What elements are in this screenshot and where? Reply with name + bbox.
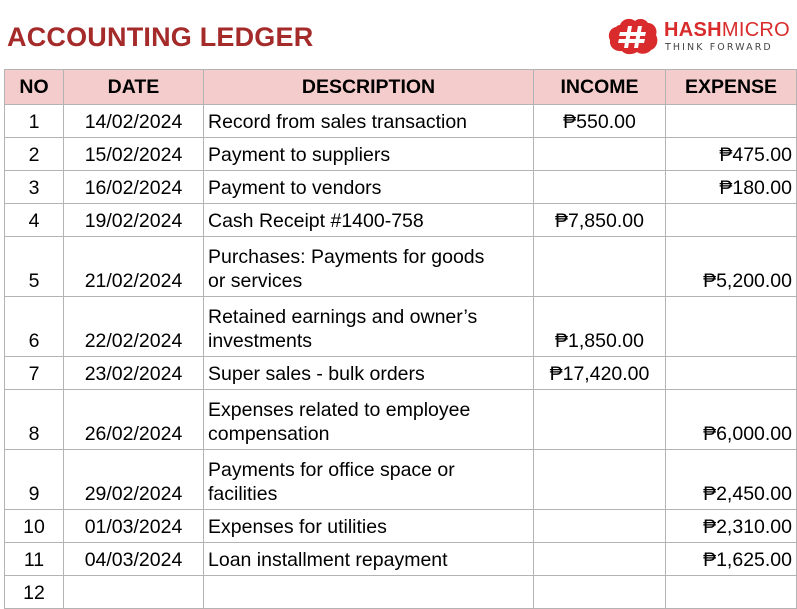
cell-income[interactable]: ₱17,420.00 bbox=[534, 357, 666, 390]
cell-date[interactable]: 15/02/2024 bbox=[64, 138, 204, 171]
logo-name bbox=[664, 19, 790, 42]
table-row bbox=[5, 543, 797, 576]
ledger-table bbox=[4, 69, 797, 609]
cell-no[interactable]: 8 bbox=[5, 390, 64, 450]
cell-date[interactable]: 23/02/2024 bbox=[64, 357, 204, 390]
cell-date[interactable] bbox=[64, 576, 204, 609]
cell-income[interactable]: ₱550.00 bbox=[534, 105, 666, 138]
cell-description[interactable] bbox=[204, 297, 534, 357]
cell-description[interactable] bbox=[204, 237, 534, 297]
description-line: Expenses for utilities bbox=[208, 516, 387, 538]
cell-expense[interactable] bbox=[666, 357, 797, 390]
cell-income[interactable]: ₱7,850.00 bbox=[534, 204, 666, 237]
cell-income[interactable] bbox=[534, 171, 666, 204]
header bbox=[0, 0, 797, 69]
cell-expense[interactable] bbox=[666, 297, 797, 357]
cell-description[interactable] bbox=[204, 450, 534, 510]
cell-description[interactable] bbox=[204, 204, 534, 237]
description-line: compensation bbox=[208, 423, 330, 445]
description-line: investments bbox=[208, 330, 313, 352]
description-line: Cash Receipt #1400-758 bbox=[208, 210, 424, 232]
cell-income[interactable]: ₱1,850.00 bbox=[534, 297, 666, 357]
cell-expense[interactable]: ₱6,000.00 bbox=[666, 390, 797, 450]
table-row bbox=[5, 357, 797, 390]
cell-description[interactable] bbox=[204, 357, 534, 390]
cell-no[interactable]: 6 bbox=[5, 297, 64, 357]
cell-expense[interactable]: ₱180.00 bbox=[666, 171, 797, 204]
cell-no[interactable]: 12 bbox=[5, 576, 64, 609]
hashmicro-logo bbox=[608, 17, 793, 57]
table-row bbox=[5, 576, 797, 609]
description-line: Payments for office space or bbox=[208, 459, 455, 481]
cell-income[interactable] bbox=[534, 138, 666, 171]
table-row bbox=[5, 297, 797, 357]
cell-expense[interactable]: ₱5,200.00 bbox=[666, 237, 797, 297]
cell-no[interactable]: 7 bbox=[5, 357, 64, 390]
cell-income[interactable] bbox=[534, 237, 666, 297]
cell-date[interactable]: 04/03/2024 bbox=[64, 543, 204, 576]
logo-name-rest: MICRO bbox=[721, 19, 791, 41]
cell-description[interactable] bbox=[204, 138, 534, 171]
column-header-description[interactable]: DESCRIPTION bbox=[204, 70, 534, 105]
description-line: Payment to vendors bbox=[208, 177, 382, 199]
cell-description[interactable] bbox=[204, 543, 534, 576]
column-header-expense[interactable]: EXPENSE bbox=[666, 70, 797, 105]
description-line: Record from sales transaction bbox=[208, 111, 468, 133]
header-row bbox=[5, 70, 797, 105]
description-line: facilities bbox=[208, 483, 278, 505]
cell-income[interactable] bbox=[534, 510, 666, 543]
column-header-income[interactable]: INCOME bbox=[534, 70, 666, 105]
cell-no[interactable]: 4 bbox=[5, 204, 64, 237]
cell-date[interactable]: 22/02/2024 bbox=[64, 297, 204, 357]
description-line: Purchases: Payments for goods bbox=[208, 246, 485, 268]
table-row bbox=[5, 450, 797, 510]
description-line: Loan installment repayment bbox=[208, 549, 448, 571]
cell-expense[interactable] bbox=[666, 105, 797, 138]
cell-date[interactable]: 21/02/2024 bbox=[64, 237, 204, 297]
cell-date[interactable]: 14/02/2024 bbox=[64, 105, 204, 138]
cell-expense[interactable] bbox=[666, 576, 797, 609]
cell-income[interactable] bbox=[534, 576, 666, 609]
description-line: Retained earnings and owner’s bbox=[208, 306, 478, 328]
cell-date[interactable]: 16/02/2024 bbox=[64, 171, 204, 204]
cell-expense[interactable] bbox=[666, 204, 797, 237]
cell-no[interactable]: 9 bbox=[5, 450, 64, 510]
logo-name-bold: HASH bbox=[664, 19, 722, 41]
page-title: ACCOUNTING LEDGER bbox=[7, 22, 314, 52]
cell-expense[interactable]: ₱2,310.00 bbox=[666, 510, 797, 543]
description-line: Super sales - bulk orders bbox=[208, 363, 425, 385]
cell-no[interactable]: 11 bbox=[5, 543, 64, 576]
cell-income[interactable] bbox=[534, 543, 666, 576]
description-line: Payment to suppliers bbox=[208, 144, 391, 166]
cell-no[interactable]: 5 bbox=[5, 237, 64, 297]
cell-description[interactable] bbox=[204, 171, 534, 204]
cell-description[interactable] bbox=[204, 105, 534, 138]
table-row bbox=[5, 510, 797, 543]
cell-expense[interactable]: ₱2,450.00 bbox=[666, 450, 797, 510]
cell-no[interactable]: 10 bbox=[5, 510, 64, 543]
column-header-date[interactable]: DATE bbox=[64, 70, 204, 105]
cell-no[interactable]: 2 bbox=[5, 138, 64, 171]
table-row bbox=[5, 171, 797, 204]
cell-no[interactable]: 1 bbox=[5, 105, 64, 138]
cell-description[interactable] bbox=[204, 576, 534, 609]
cell-date[interactable]: 19/02/2024 bbox=[64, 204, 204, 237]
column-header-no[interactable]: NO bbox=[5, 70, 64, 105]
table-row bbox=[5, 105, 797, 138]
logo-tagline: THINK FORWARD bbox=[665, 42, 773, 53]
cell-date[interactable]: 26/02/2024 bbox=[64, 390, 204, 450]
table-row bbox=[5, 390, 797, 450]
cell-description[interactable] bbox=[204, 390, 534, 450]
cell-income[interactable] bbox=[534, 450, 666, 510]
cell-no[interactable]: 3 bbox=[5, 171, 64, 204]
description-line: or services bbox=[208, 270, 303, 292]
hash-icon bbox=[608, 17, 658, 55]
cell-date[interactable]: 01/03/2024 bbox=[64, 510, 204, 543]
description-line: Expenses related to employee bbox=[208, 399, 471, 421]
cell-expense[interactable]: ₱475.00 bbox=[666, 138, 797, 171]
table-row bbox=[5, 237, 797, 297]
ledger-body bbox=[5, 105, 797, 609]
cell-expense[interactable]: ₱1,625.00 bbox=[666, 543, 797, 576]
table-row bbox=[5, 138, 797, 171]
cell-income[interactable] bbox=[534, 390, 666, 450]
cell-description[interactable] bbox=[204, 510, 534, 543]
table-row bbox=[5, 204, 797, 237]
cell-date[interactable]: 29/02/2024 bbox=[64, 450, 204, 510]
